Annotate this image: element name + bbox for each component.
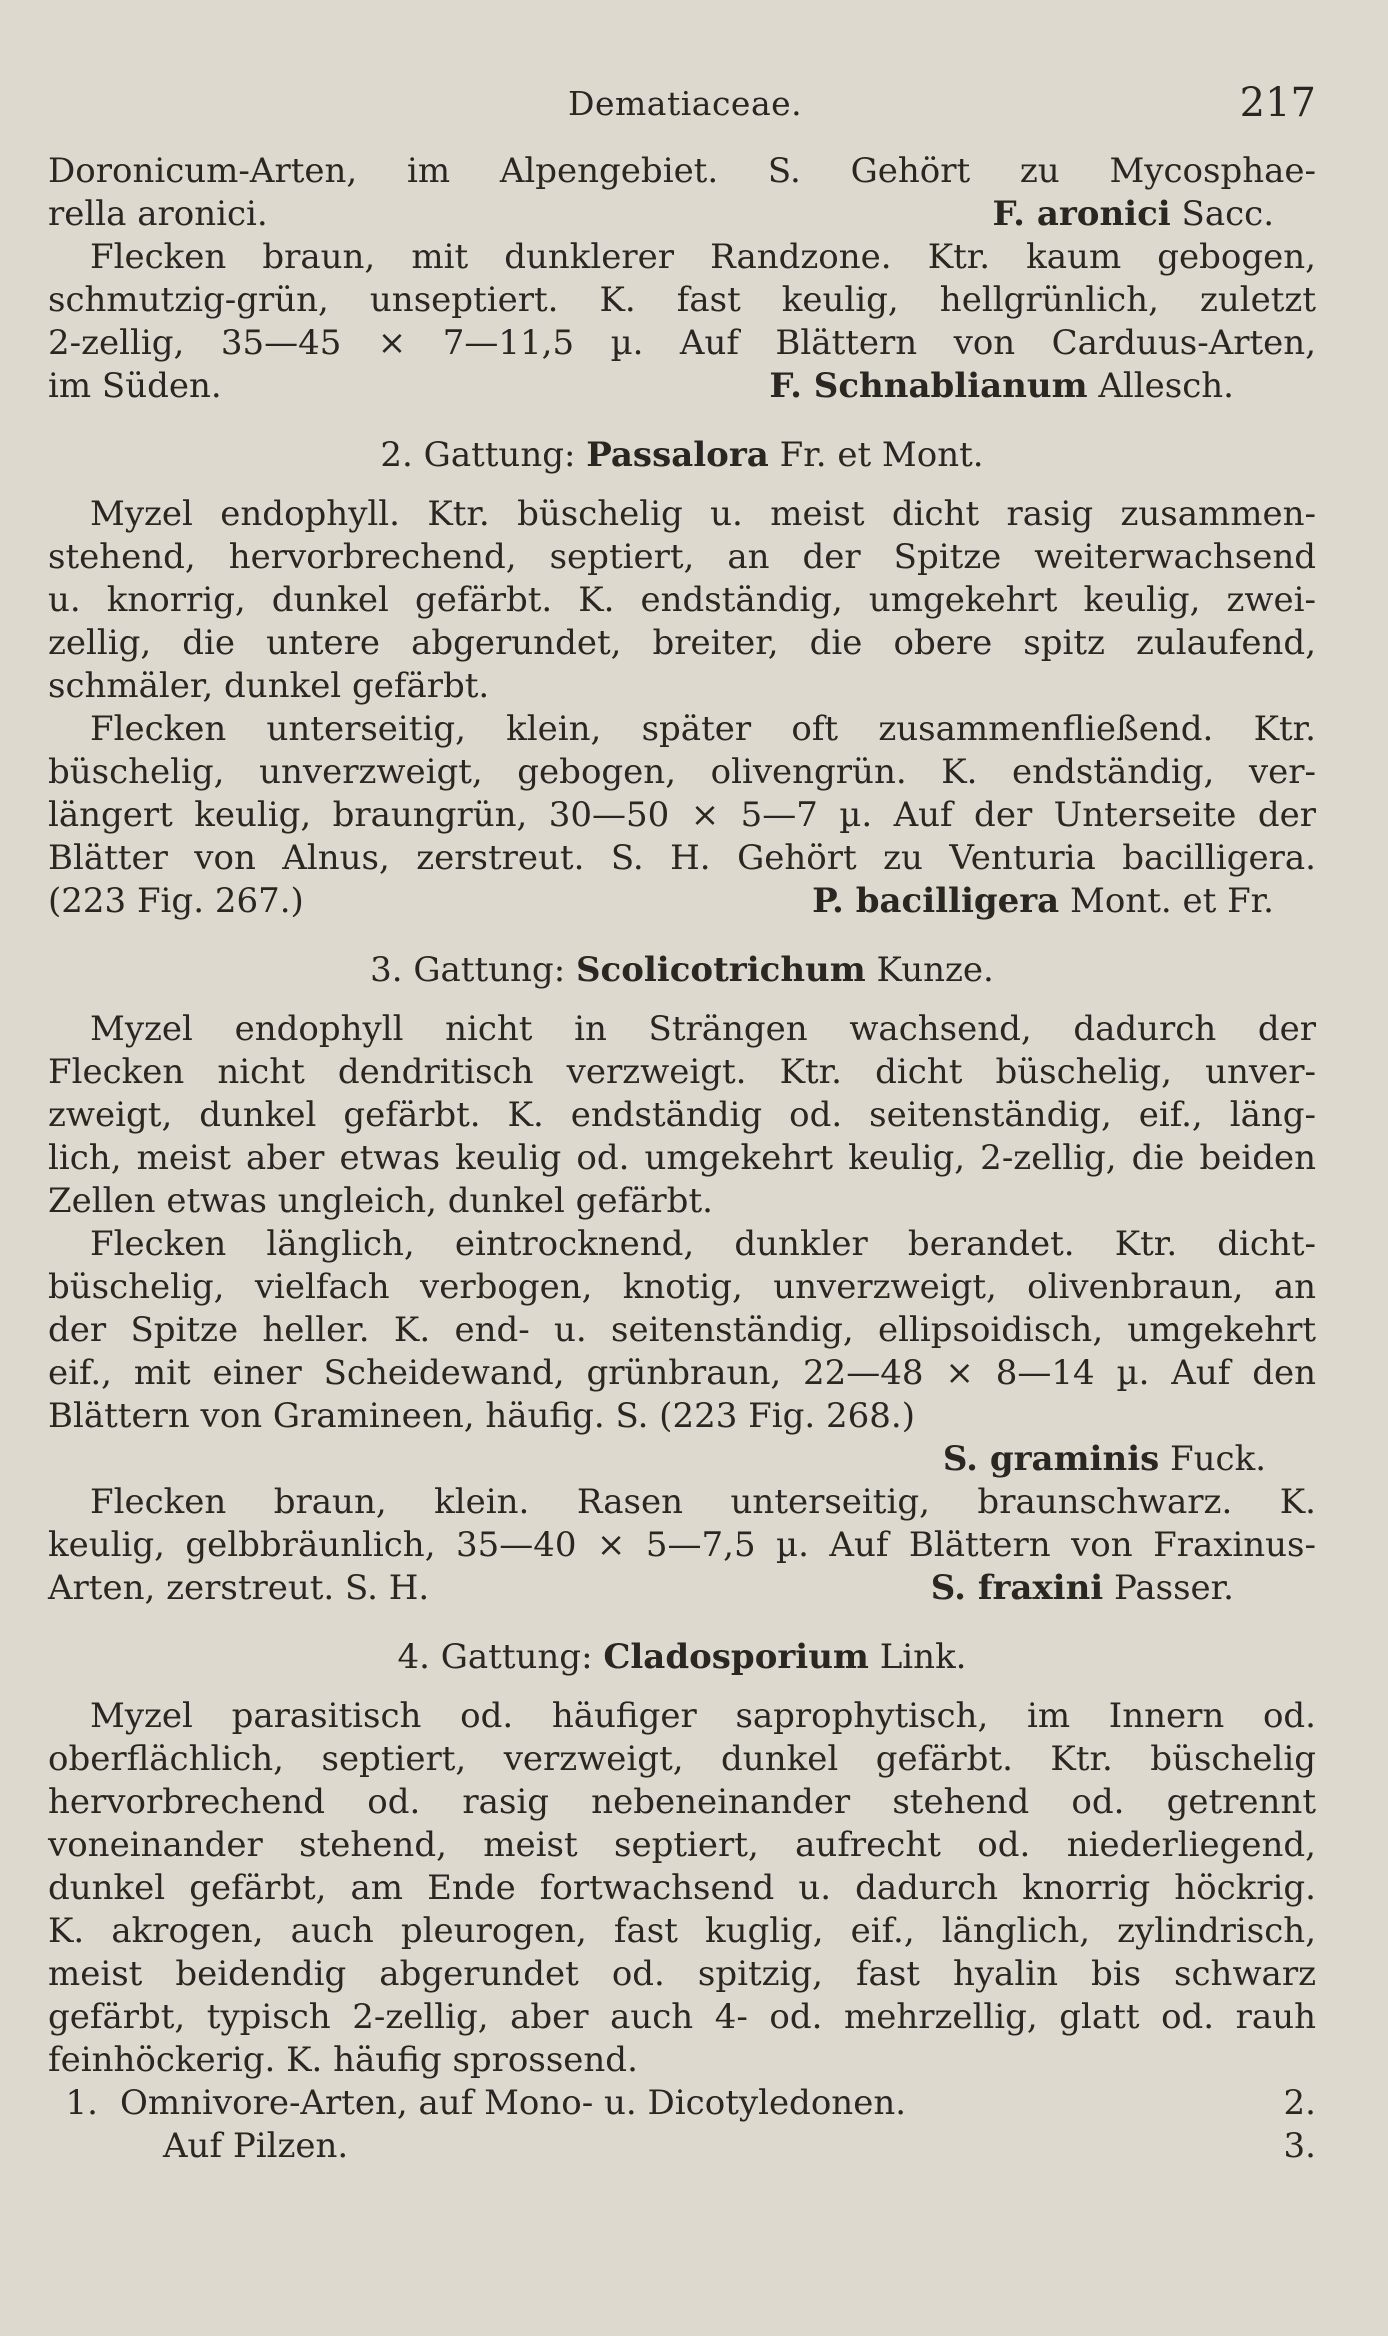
species-author: Sacc. <box>1170 194 1274 234</box>
species-citation <box>943 1438 1316 1481</box>
genus-name: Scolicotrichum <box>575 950 866 990</box>
text-line: lich, meist aber etwas keulig od. umgekehrt keulig, 2-zellig, die beiden <box>48 1138 1316 1178</box>
text-line: Myzel endophyll nicht in Strängen wachsend, dadurch der <box>90 1009 1316 1049</box>
text-fragment: im Süden. <box>48 366 222 406</box>
running-title: Dematiaceae. <box>568 84 803 123</box>
text-line: Flecken braun, mit dunklerer Randzone. Ktr. kaum gebogen, <box>90 237 1316 277</box>
text-line: oberflächlich, septiert, verzweigt, dunkel gefärbt. Ktr. büschelig <box>48 1739 1316 1779</box>
text-line: meist beidendig abgerundet od. spitzig, fast hyalin bis schwarz <box>48 1954 1316 1994</box>
text-line: voneinander stehend, meist septiert, aufrecht od. niederliegend, <box>48 1825 1316 1865</box>
running-head <box>48 80 1316 150</box>
text-line: feinhöckerig. K. häufig sprossend. <box>48 2040 638 2080</box>
text-line: u. knorrig, dunkel gefärbt. K. endständig, umgekehrt keulig, zwei- <box>48 580 1316 620</box>
text-line: K. akrogen, auch pleurogen, fast kuglig, eif., länglich, zylindrisch, <box>48 1911 1316 1951</box>
key-number: 1. <box>65 2083 98 2123</box>
genus-prefix: 3. Gattung: <box>370 950 576 990</box>
genus-prefix: 2. Gattung: <box>380 435 587 475</box>
key-text: Omnivore-Arten, auf Mono- u. Dicotyledonen. <box>120 2083 907 2123</box>
text-line: eif., mit einer Scheidewand, grünbraun, 22—48 × 8—14 µ. Auf den <box>48 1353 1316 1393</box>
text-line: Myzel parasitisch od. häufiger saprophytisch, im Innern od. <box>90 1696 1316 1736</box>
species-line <box>48 1567 1316 1610</box>
species-author: Fuck. <box>1159 1439 1266 1479</box>
text-line: zellig, die untere abgerundet, breiter, die obere spitz zulaufend, <box>48 623 1316 663</box>
species-name: S. fraxini <box>930 1568 1104 1608</box>
species-name: S. graminis <box>942 1439 1160 1479</box>
page-number: 217 <box>1239 80 1316 126</box>
species-author: Passer. <box>1103 1568 1234 1608</box>
genus-heading <box>48 1636 1316 1679</box>
text-fragment: (223 Fig. 267.) <box>48 881 304 921</box>
species-citation <box>812 880 1316 923</box>
key-reference: 3. <box>1283 2126 1316 2166</box>
text-line: büschelig, vielfach verbogen, knotig, unverzweigt, olivenbraun, an <box>48 1267 1316 1307</box>
text-line: keulig, gelbbräunlich, 35—40 × 5—7,5 µ. Auf Blättern von Fraxinus- <box>48 1525 1316 1565</box>
text-fragment: rella aronici. <box>48 194 268 234</box>
key-text: Auf Pilzen. <box>163 2126 349 2166</box>
text-line: zweigt, dunkel gefärbt. K. endständig od. seitenständig, eif., läng- <box>48 1095 1316 1135</box>
key-entry <box>48 2082 1316 2125</box>
text-line: Zellen etwas ungleich, dunkel gefärbt. <box>48 1181 713 1221</box>
text-line: Flecken länglich, eintrocknend, dunkler berandet. Ktr. dicht- <box>90 1224 1316 1264</box>
text-line: Blättern von Gramineen, häufig. S. (223 Fig. 268.) <box>48 1396 915 1436</box>
species-citation <box>992 193 1316 236</box>
text-line: 2-zellig, 35—45 × 7—11,5 µ. Auf Blättern von Carduus-Arten, <box>48 323 1316 363</box>
text-line: gefärbt, typisch 2-zellig, aber auch 4- od. mehrzellig, glatt od. rauh <box>48 1997 1316 2037</box>
text-line: Myzel endophyll. Ktr. büschelig u. meist dicht rasig zusammen- <box>90 494 1316 534</box>
genus-prefix: 4. Gattung: <box>397 1637 604 1677</box>
text-line: Flecken nicht dendritisch verzweigt. Ktr. dicht büschelig, unver- <box>48 1052 1316 1092</box>
text-line: Doronicum-Arten, im Alpengebiet. S. Gehört zu Mycosphae- <box>48 151 1316 191</box>
text-fragment: Arten, zerstreut. S. H. <box>48 1568 430 1608</box>
text-line: der Spitze heller. K. end- u. seitenständig, ellipsoidisch, umgekehrt <box>48 1310 1316 1350</box>
species-name: F. Schnablianum <box>769 366 1088 406</box>
text-line: schmäler, dunkel gefärbt. <box>48 666 490 706</box>
text-line: dunkel gefärbt, am Ende fortwachsend u. dadurch knorrig höckrig. <box>48 1868 1316 1908</box>
species-line <box>48 193 1316 236</box>
genus-name: Passalora <box>586 435 769 475</box>
species-line <box>48 880 1316 923</box>
species-author: Allesch. <box>1087 366 1234 406</box>
key-entry <box>48 2125 1316 2168</box>
species-author: Mont. et Fr. <box>1059 881 1274 921</box>
species-line <box>48 365 1316 408</box>
text-line: hervorbrechend od. rasig nebeneinander stehend od. getrennt <box>48 1782 1316 1822</box>
text-line: längert keulig, braungrün, 30—50 × 5—7 µ. Auf der Unterseite der <box>48 795 1316 835</box>
species-name: P. bacilligera <box>812 881 1060 921</box>
species-citation <box>769 365 1316 408</box>
species-name: F. aronici <box>992 194 1171 234</box>
text-line: büschelig, unverzweigt, gebogen, olivengrün. K. endständig, ver- <box>48 752 1316 792</box>
text-line: Flecken braun, klein. Rasen unterseitig, braunschwarz. K. <box>90 1482 1316 1522</box>
species-citation <box>931 1567 1316 1610</box>
genus-author: Link. <box>868 1637 967 1677</box>
text-line: Flecken unterseitig, klein, später oft zusammenfließend. Ktr. <box>90 709 1316 749</box>
text-line: Blätter von Alnus, zerstreut. S. H. Gehört zu Venturia bacilligera. <box>48 838 1316 878</box>
genus-author: Kunze. <box>865 950 994 990</box>
species-line <box>48 1438 1316 1481</box>
genus-heading <box>48 949 1316 992</box>
text-line: stehend, hervorbrechend, septiert, an der Spitze weiterwachsend <box>48 537 1316 577</box>
genus-heading <box>48 434 1316 477</box>
key-reference: 2. <box>1283 2083 1316 2123</box>
genus-author: Fr. et Mont. <box>768 435 984 475</box>
genus-name: Cladosporium <box>603 1637 869 1677</box>
text-line: schmutzig-grün, unseptiert. K. fast keulig, hellgrünlich, zuletzt <box>48 280 1316 320</box>
